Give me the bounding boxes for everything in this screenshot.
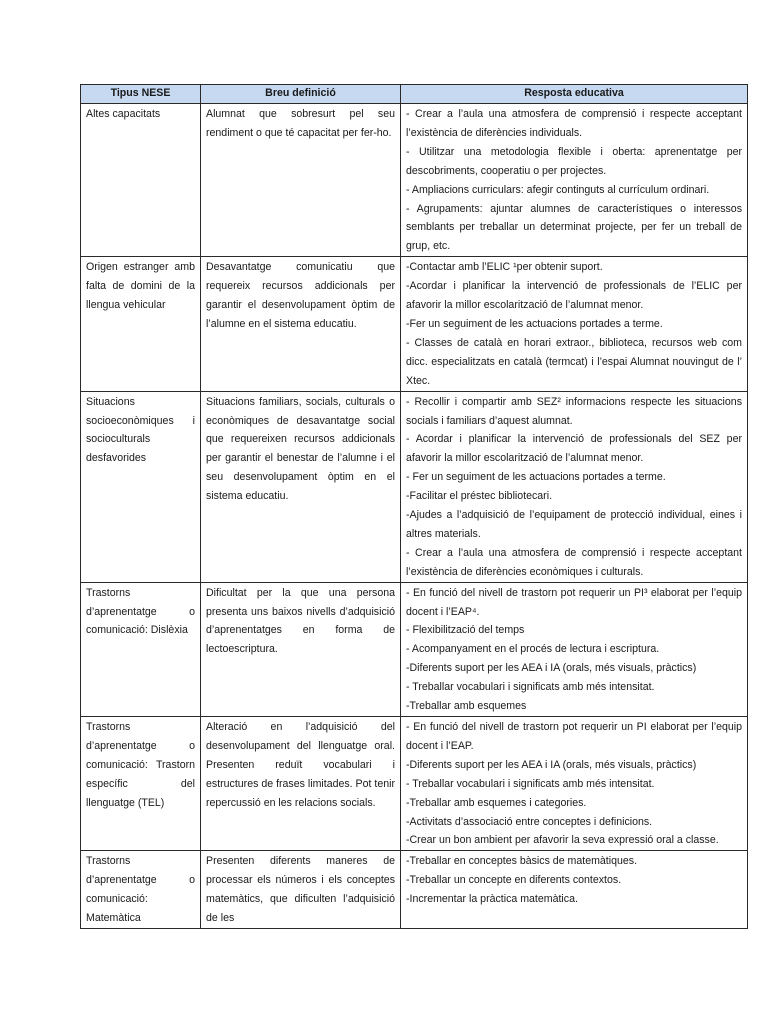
table-header-row [81, 85, 748, 104]
response-item: - Treballar vocabulari i significats amb més intensitat. [406, 777, 655, 790]
response-item: - Classes de català en horari extraor., biblioteca, recursos web com dicc. especialitzats en català (termcat) i l’espai Alumnat nouvingut de l’ Xtec. [406, 336, 742, 387]
response-item: - Fer un seguiment de les actuacions portades a terme. [406, 471, 666, 484]
definition-cell: Dificultat per la que una persona presenta uns baixos nivells d’adquisició d’aprenentatges en forma de lectoescriptura. [201, 582, 401, 716]
response-item: - Recollir i compartir amb SEZ² informacions respecte les situacions socials i familiars d’aquest alumnat. [406, 395, 742, 427]
response-item: - Acordar i planificar la intervenció de professionals del SEZ per afavorir la millor escolarització de l’alumnat menor. [406, 433, 742, 465]
response-item: -Diferents suport per les AEA i IA (orals, més visuals, pràctics) [406, 662, 697, 675]
definition-cell: Presenten diferents maneres de processar els números i els conceptes matemàtics, que dificulten l’adquisició de les [201, 851, 401, 929]
definition-cell: Situacions familiars, socials, culturals o econòmiques de desavantatge social que requereixen recursos addicionals per garantir el benestar de l’alumne i el seu desenvolupament òptim en el sistema educatiu. [201, 391, 401, 582]
response-item: - Ampliacions curriculars: afegir continguts al currículum ordinari. [406, 183, 710, 196]
response-item: - Acompanyament en el procés de lectura i escriptura. [406, 643, 660, 656]
table-row [81, 582, 748, 716]
response-cell [401, 851, 748, 929]
response-item: - Crear a l’aula una atmosfera de comprensió i respecte acceptant l’existència de diferències individuals. [406, 108, 742, 139]
response-item: - En funció del nivell de trastorn pot requerir un PI³ elaborat per l’equip docent i l’EAP⁴. [406, 586, 742, 618]
response-cell [401, 582, 748, 716]
response-item: - Utilitzar una metodologia flexible i oberta: aprenentatge per descobriments, cooperatiu o per projectes. [406, 145, 742, 177]
response-cell [401, 104, 748, 257]
table-row [81, 104, 748, 257]
response-item: -Treballar amb esquemes i categories. [406, 796, 587, 809]
response-item: -Incrementar la pràctica matemàtica. [406, 893, 578, 906]
definition-cell: Desavantatge comunicatiu que requereix recursos addicionals per garantir el desenvolupament òptim de l’alumne en el sistema educatiu. [201, 257, 401, 391]
response-item: -Acordar i planificar la intervenció de professionals de l’ELIC per afavorir la millor escolarització de l’alumnat menor. [406, 280, 742, 312]
nese-type-cell: Trastorns d’aprenentatge o comunicació: Dislèxia [81, 582, 201, 716]
table-row [81, 391, 748, 582]
nese-table [80, 84, 748, 929]
nese-type-cell: Trastorns d’aprenentatge o comunicació: Trastorn específic del llenguatge (TEL) [81, 717, 201, 851]
response-item: -Crear un bon ambient per afavorir la seva expressió oral a classe. [406, 834, 719, 847]
response-item: -Fer un seguiment de les actuacions portades a terme. [406, 317, 663, 330]
response-item: - En funció del nivell de trastorn pot requerir un PI elaborat per l’equip docent i l’EAP. [406, 721, 742, 752]
response-item: -Ajudes a l’adquisició de l’equipament de protecció individual, eines i altres materials. [406, 509, 742, 540]
response-item: - Crear a l’aula una atmosfera de comprensió i respecte acceptant l’existència de diferències econòmiques i culturals. [406, 546, 742, 578]
response-item: -Diferents suport per les AEA i IA (orals, més visuals, pràctics) [406, 758, 697, 771]
header-breu-definicio: Breu definició [201, 85, 401, 104]
response-item: -Treballar en conceptes bàsics de matemàtiques. [406, 855, 638, 868]
table-row [81, 257, 748, 391]
header-resposta-educativa: Resposta educativa [401, 85, 748, 104]
response-cell [401, 391, 748, 582]
nese-type-cell: Situacions socioeconòmiques i socioculturals desfavorides [81, 391, 201, 582]
response-item: -Facilitar el préstec bibliotecari. [406, 490, 553, 503]
response-item: - Agrupaments: ajuntar alumnes de característiques o interessos semblants per treballar un determinat projecte, per fer un treball de grup, etc. [406, 202, 742, 253]
response-cell [401, 257, 748, 391]
table-row [81, 851, 748, 929]
response-item: -Contactar amb l’ELIC ¹per obtenir suport. [406, 261, 603, 274]
response-cell [401, 717, 748, 851]
response-item: -Activitats d’associació entre conceptes i definicions. [406, 815, 653, 828]
definition-cell: Alteració en l’adquisició del desenvolupament del llenguatge oral. Presenten reduït vocabulari i estructures de frases limitades. Pot tenir repercussió en les relacions socials. [201, 717, 401, 851]
nese-type-cell: Origen estranger amb falta de domini de la llengua vehicular [81, 257, 201, 391]
header-tipus-nese: Tipus NESE [81, 85, 201, 104]
table-row [81, 717, 748, 851]
response-item: -Treballar amb esquemes [406, 700, 527, 713]
response-item: -Treballar un concepte en diferents contextos. [406, 874, 622, 887]
response-item: - Treballar vocabulari i significats amb més intensitat. [406, 681, 655, 694]
response-item: - Flexibilització del temps [406, 624, 525, 637]
nese-type-cell: Trastorns d’aprenentatge o comunicació: Matemàtica [81, 851, 201, 929]
nese-type-cell: Altes capacitats [81, 104, 201, 257]
definition-cell: Alumnat que sobresurt pel seu rendiment o que té capacitat per fer-ho. [201, 104, 401, 257]
